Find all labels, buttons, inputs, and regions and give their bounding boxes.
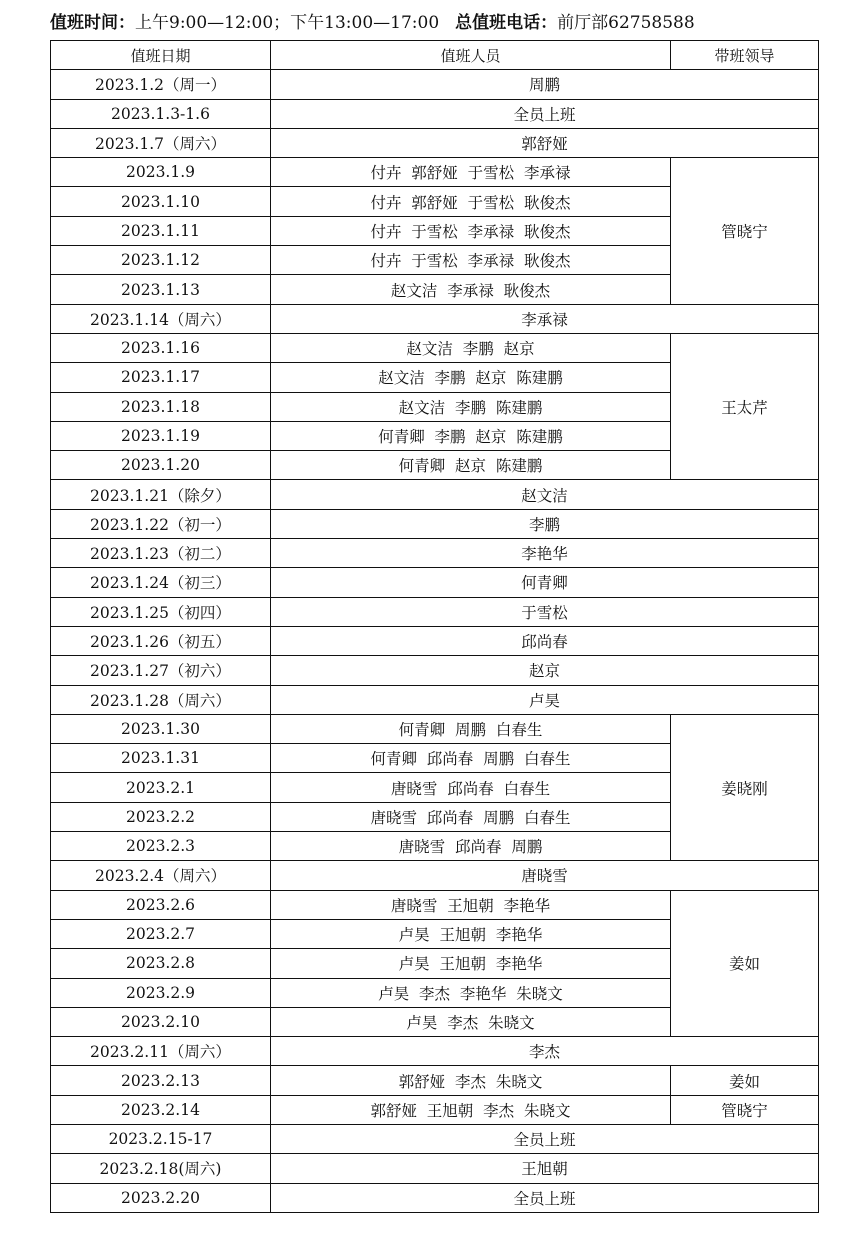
duty-date-cell: 2023.1.24（初三） [51, 568, 271, 597]
duty-date-cell: 2023.1.22（初一） [51, 509, 271, 538]
column-header-date: 值班日期 [51, 41, 271, 70]
table-row [51, 597, 819, 626]
table-row [51, 509, 819, 538]
table-row [51, 656, 819, 685]
duty-date-cell: 2023.2.8 [51, 949, 271, 978]
duty-staff-cell: 何青卿 周鹏 白春生 [271, 714, 671, 743]
table-row [51, 304, 819, 333]
duty-date-cell: 2023.1.23（初二） [51, 539, 271, 568]
table-row [51, 890, 819, 919]
table-row [51, 333, 819, 362]
duty-leader-cell: 姜如 [671, 890, 819, 1036]
duty-staff-cell: 付卉 于雪松 李承禄 耿俊杰 [271, 216, 671, 245]
duty-date-cell: 2023.2.2 [51, 802, 271, 831]
duty-staff-cell: 唐晓雪 邱尚春 周鹏 白春生 [271, 802, 671, 831]
duty-date-cell: 2023.2.7 [51, 919, 271, 948]
duty-staff-cell: 何青卿 [271, 568, 819, 597]
duty-date-cell: 2023.2.9 [51, 978, 271, 1007]
duty-leader-cell: 管晓宁 [671, 158, 819, 304]
duty-date-cell: 2023.1.21（除夕） [51, 480, 271, 509]
duty-staff-cell: 赵文洁 李鹏 赵京 [271, 333, 671, 362]
duty-staff-cell: 付卉 郭舒娅 于雪松 耿俊杰 [271, 187, 671, 216]
table-row [51, 861, 819, 890]
duty-staff-cell: 赵京 [271, 656, 819, 685]
duty-date-cell: 2023.2.3 [51, 832, 271, 861]
duty-staff-cell: 付卉 郭舒娅 于雪松 李承禄 [271, 158, 671, 187]
duty-staff-cell: 卢昊 王旭朝 李艳华 [271, 919, 671, 948]
duty-date-cell: 2023.2.18(周六) [51, 1154, 271, 1183]
duty-staff-cell: 唐晓雪 王旭朝 李艳华 [271, 890, 671, 919]
duty-date-cell: 2023.1.2（周一） [51, 70, 271, 99]
duty-leader-cell: 管晓宁 [671, 1095, 819, 1124]
duty-phone-value: 前厅部62758588 [557, 13, 695, 33]
duty-leader-cell: 王太芹 [671, 333, 819, 479]
duty-date-cell: 2023.2.6 [51, 890, 271, 919]
duty-date-cell: 2023.1.16 [51, 333, 271, 362]
duty-staff-cell: 于雪松 [271, 597, 819, 626]
duty-staff-cell: 唐晓雪 [271, 861, 819, 890]
column-header-staff: 值班人员 [271, 41, 671, 70]
duty-staff-cell: 赵文洁 李鹏 陈建鹏 [271, 392, 671, 421]
table-row [51, 1154, 819, 1183]
duty-staff-cell: 卢昊 李杰 朱晓文 [271, 1007, 671, 1036]
duty-date-cell: 2023.2.10 [51, 1007, 271, 1036]
duty-time-value: 上午9:00—12:00；下午13:00—17:00 [135, 13, 440, 33]
duty-staff-cell: 李艳华 [271, 539, 819, 568]
duty-date-cell: 2023.1.17 [51, 363, 271, 392]
table-row [51, 480, 819, 509]
duty-staff-cell: 唐晓雪 邱尚春 白春生 [271, 773, 671, 802]
table-row [51, 1066, 819, 1095]
duty-staff-cell: 赵文洁 [271, 480, 819, 509]
table-row [51, 1095, 819, 1124]
table-row [51, 626, 819, 655]
duty-date-cell: 2023.2.20 [51, 1183, 271, 1212]
duty-phone-label: 总值班电话： [455, 13, 558, 33]
duty-staff-cell: 王旭朝 [271, 1154, 819, 1183]
table-row [51, 99, 819, 128]
duty-date-cell: 2023.1.18 [51, 392, 271, 421]
duty-date-cell: 2023.2.1 [51, 773, 271, 802]
duty-staff-cell: 李杰 [271, 1037, 819, 1066]
table-row [51, 1037, 819, 1066]
duty-staff-cell: 何青卿 邱尚春 周鹏 白春生 [271, 744, 671, 773]
duty-date-cell: 2023.1.13 [51, 275, 271, 304]
duty-date-cell: 2023.1.26（初五） [51, 626, 271, 655]
table-row [51, 539, 819, 568]
table-row [51, 714, 819, 743]
duty-staff-cell: 全员上班 [271, 1124, 819, 1153]
duty-staff-cell: 唐晓雪 邱尚春 周鹏 [271, 832, 671, 861]
duty-date-cell: 2023.1.7（周六） [51, 128, 271, 157]
duty-date-cell: 2023.2.11（周六） [51, 1037, 271, 1066]
duty-staff-cell: 何青卿 赵京 陈建鹏 [271, 451, 671, 480]
table-row [51, 568, 819, 597]
duty-date-cell: 2023.2.4（周六） [51, 861, 271, 890]
duty-staff-cell: 郭舒娅 [271, 128, 819, 157]
duty-date-cell: 2023.1.10 [51, 187, 271, 216]
duty-staff-cell: 郭舒娅 王旭朝 李杰 朱晓文 [271, 1095, 671, 1124]
duty-date-cell: 2023.1.28（周六） [51, 685, 271, 714]
duty-staff-cell: 赵文洁 李鹏 赵京 陈建鹏 [271, 363, 671, 392]
duty-date-cell: 2023.1.9 [51, 158, 271, 187]
duty-staff-cell: 卢昊 王旭朝 李艳华 [271, 949, 671, 978]
duty-leader-cell: 姜如 [671, 1066, 819, 1095]
duty-date-cell: 2023.1.12 [51, 246, 271, 275]
duty-staff-cell: 赵文洁 李承禄 耿俊杰 [271, 275, 671, 304]
duty-time-label: 值班时间： [50, 13, 135, 33]
duty-leader-cell: 姜晓刚 [671, 714, 819, 860]
table-row [51, 1124, 819, 1153]
duty-staff-cell: 郭舒娅 李杰 朱晓文 [271, 1066, 671, 1095]
duty-date-cell: 2023.1.14（周六） [51, 304, 271, 333]
duty-staff-cell: 付卉 于雪松 李承禄 耿俊杰 [271, 246, 671, 275]
duty-date-cell: 2023.2.15-17 [51, 1124, 271, 1153]
duty-date-cell: 2023.1.30 [51, 714, 271, 743]
duty-date-cell: 2023.1.11 [51, 216, 271, 245]
duty-staff-cell: 卢昊 李杰 李艳华 朱晓文 [271, 978, 671, 1007]
table-header-row [51, 41, 819, 70]
duty-date-cell: 2023.1.19 [51, 421, 271, 450]
duty-staff-cell: 卢昊 [271, 685, 819, 714]
duty-staff-cell: 全员上班 [271, 1183, 819, 1212]
duty-staff-cell: 邱尚春 [271, 626, 819, 655]
column-header-leader: 带班领导 [671, 41, 819, 70]
duty-date-cell: 2023.1.20 [51, 451, 271, 480]
duty-staff-cell: 全员上班 [271, 99, 819, 128]
table-row [51, 158, 819, 187]
duty-staff-cell: 李鹏 [271, 509, 819, 538]
table-row [51, 1183, 819, 1212]
table-row [51, 685, 819, 714]
duty-date-cell: 2023.2.13 [51, 1066, 271, 1095]
duty-staff-cell: 何青卿 李鹏 赵京 陈建鹏 [271, 421, 671, 450]
duty-date-cell: 2023.2.14 [51, 1095, 271, 1124]
duty-staff-cell: 周鹏 [271, 70, 819, 99]
duty-schedule-table [50, 40, 819, 1213]
table-body [51, 70, 819, 1213]
schedule-header [50, 10, 840, 36]
table-row [51, 128, 819, 157]
duty-date-cell: 2023.1.27（初六） [51, 656, 271, 685]
duty-date-cell: 2023.1.25（初四） [51, 597, 271, 626]
table-row [51, 70, 819, 99]
duty-date-cell: 2023.1.3-1.6 [51, 99, 271, 128]
duty-staff-cell: 李承禄 [271, 304, 819, 333]
duty-date-cell: 2023.1.31 [51, 744, 271, 773]
